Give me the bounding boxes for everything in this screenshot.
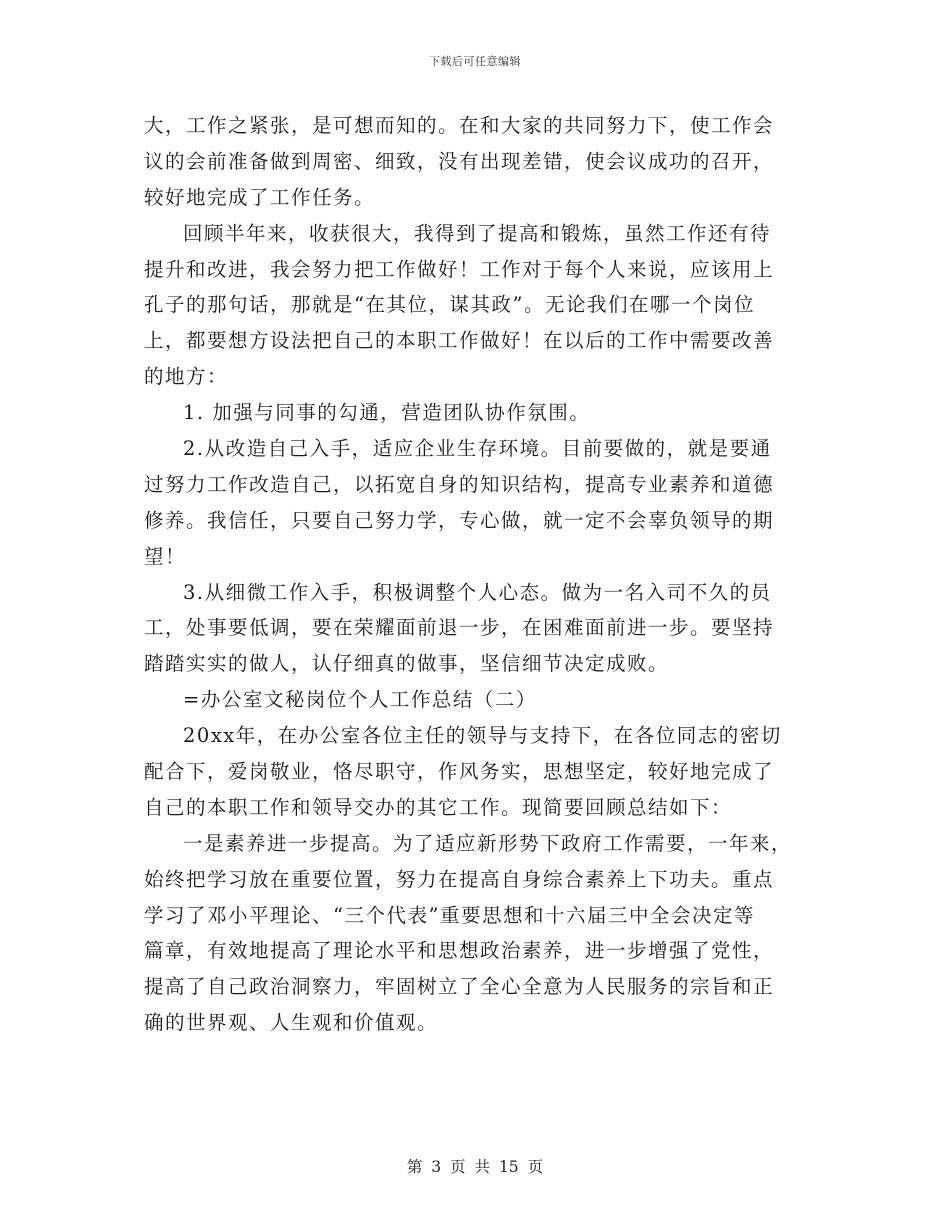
text-line: 自己的本职工作和领导交办的其它工作。现简要回顾总结如下： <box>144 795 733 819</box>
text-line: 过努力工作改造自己，以拓宽自身的知识结构，提高专业素养和道德 <box>144 472 775 496</box>
paragraph-start-line: 回顾半年来，收获很大，我得到了提高和锻炼，虽然工作还有待 <box>183 221 772 245</box>
text-line: 望！ <box>144 544 187 568</box>
text-line: 上，都要想方设法把自己的本职工作做好！在以后的工作中需要改善 <box>144 329 775 353</box>
text-line: 修养。我信任，只要自己努力学，专心做，就一定不会辜负领导的期 <box>144 508 775 532</box>
text-line: 工，处事要低调，要在荣耀面前退一步，在困难面前进一步。要坚持 <box>144 616 775 640</box>
text-line: 提高了自己政治洞察力，牢固树立了全心全意为人民服务的宗旨和正 <box>144 975 775 999</box>
list-item-3: 3.从细微工作入手，积极调整个人心态。做为一名入司不久的员 <box>183 580 772 604</box>
list-item-2: 2.从改造自己入手，适应企业生存环境。目前要做的，就是要通 <box>183 437 772 461</box>
list-item-1: 1. 加强与同事的勾通，营造团队协作氛围。 <box>183 401 591 425</box>
text-line: 孔子的那句话，那就是“在其位，谋其政”。无论我们在哪一个岗位 <box>144 293 755 317</box>
text-line: 始终把学习放在重要位置，努力在提高自身综合素养上下功夫。重点 <box>144 867 775 891</box>
page-number-footer: 第 3 页 共 15 页 <box>406 1158 544 1176</box>
text-line: 议的会前准备做到周密、细致，没有出现差错，使会议成功的召开， <box>144 149 775 173</box>
text-line: 提升和改进，我会努力把工作做好！工作对于每个人来说，应该用上 <box>144 257 775 281</box>
paragraph-start-line: 20xx年，在办公室各位主任的领导与支持下，在各位同志的密切 <box>183 724 782 748</box>
paragraph-start-line: 一是素养进一步提高。为了适应新形势下政府工作需要，一年来， <box>183 831 793 855</box>
text-line: 大，工作之紧张，是可想而知的。在和大家的共同努力下，使工作会 <box>144 114 775 137</box>
text-line: 学习了邓小平理论、“三个代表”重要思想和十六届三中全会决定等 <box>144 903 755 927</box>
text-line: 较好地完成了工作任务。 <box>144 185 376 209</box>
text-line: 配合下，爱岗敬业，恪尽职守，作风务实，思想坚定，较好地完成了 <box>144 760 775 784</box>
text-line: 篇章，有效地提高了理论水平和思想政治素养，进一步增强了党性， <box>144 939 775 963</box>
text-line: 的地方： <box>144 365 229 389</box>
page-header: 下载后可任意编辑 <box>429 55 521 68</box>
section-heading: =办公室文秘岗位个人工作总结（二） <box>183 688 537 712</box>
text-line: 确的世界观、人生观和价值观。 <box>144 1011 439 1035</box>
document-body <box>144 108 804 1041</box>
text-line: 踏踏实实的做人，认仔细真的做事，坚信细节决定成败。 <box>144 652 670 676</box>
